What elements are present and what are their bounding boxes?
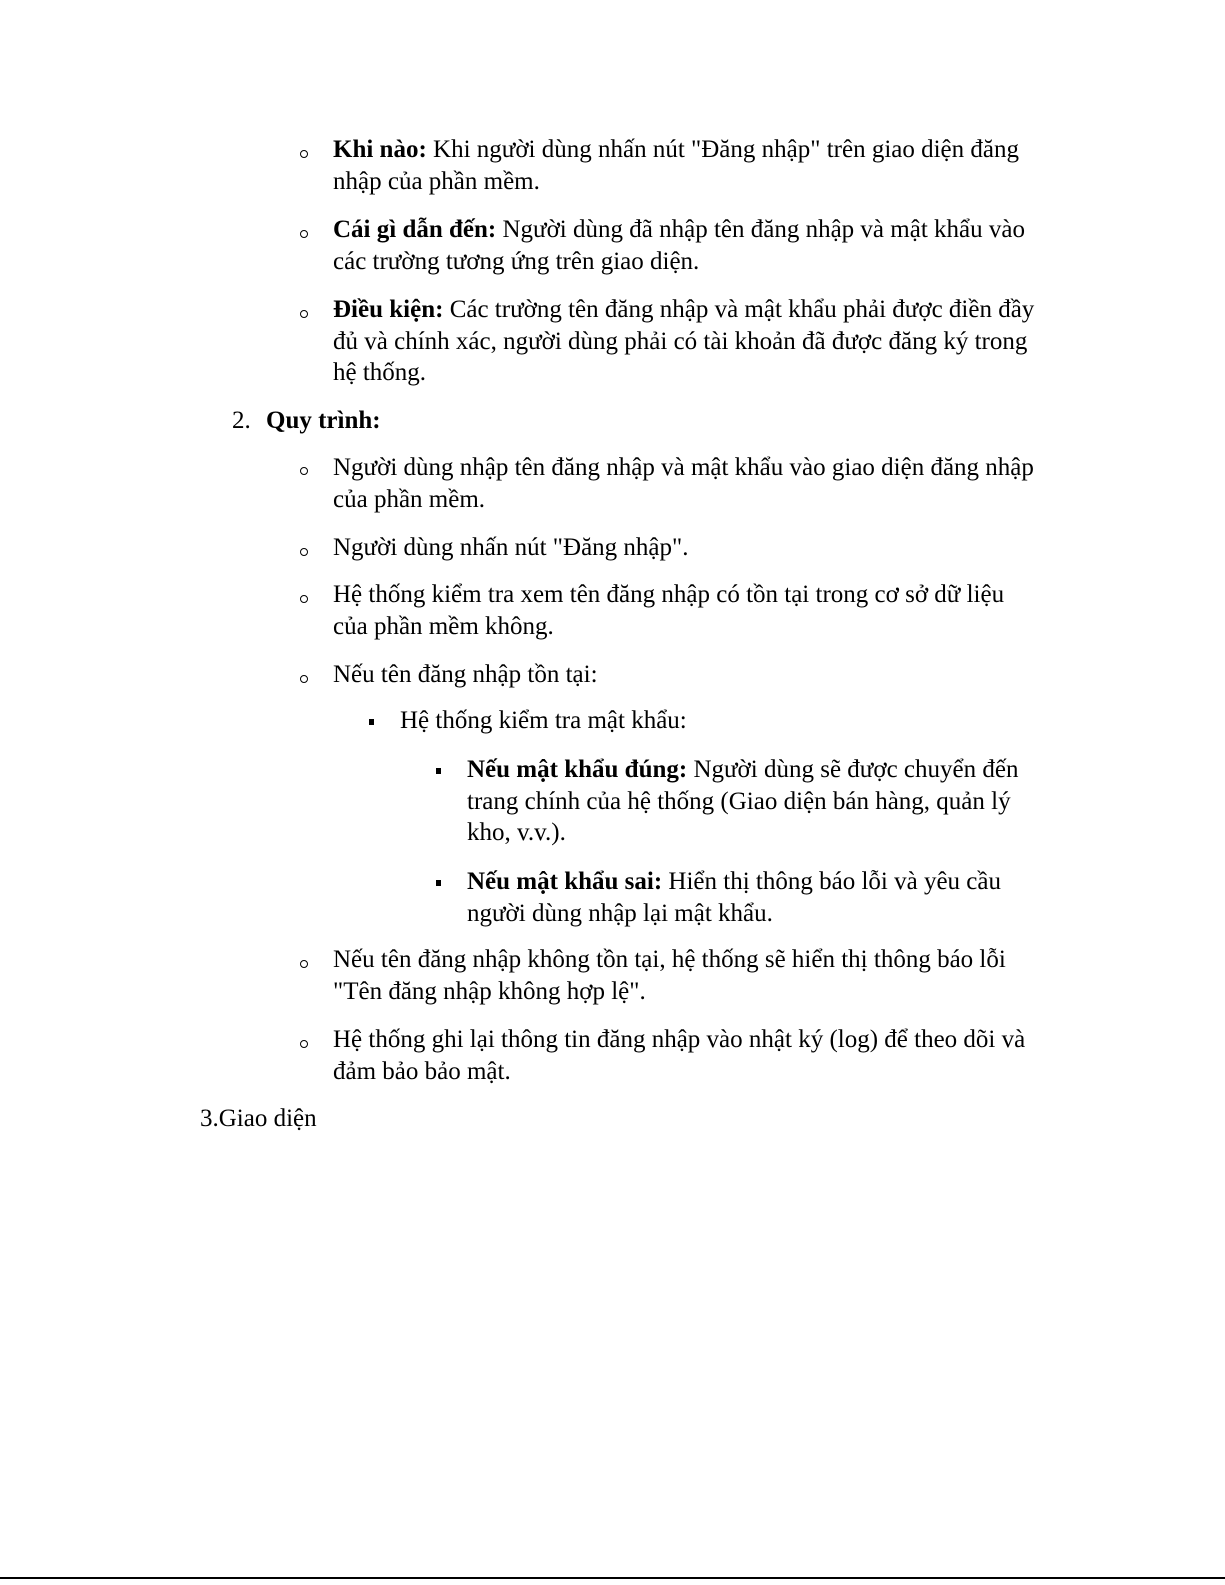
- bullet-square-icon: [436, 768, 441, 774]
- process-item: Hệ thống ghi lại thông tin đăng nhập vào nhật ký (log) để theo dõi và đảm bảo bảo mật.: [333, 1026, 1026, 1085]
- password-correct-item: Nếu mật khẩu đúng: Người dùng sẽ được chuyển đến trang chính của hệ thống (Giao diện bán hàng, quản lý kho, v.v.).: [467, 756, 1019, 846]
- process-item: Hệ thống kiểm tra xem tên đăng nhập có tồn tại trong cơ sở dữ liệu của phần mềm không.: [333, 581, 1005, 640]
- bullet-circle-icon: [300, 960, 308, 968]
- bullet-square-icon: [436, 880, 441, 886]
- process-item: Nếu tên đăng nhập không tồn tại, hệ thống sẽ hiển thị thông báo lỗi "Tên đăng nhập không hợp lệ".: [333, 946, 1006, 1005]
- bullet-circle-icon: [300, 310, 308, 318]
- section-2-heading: [232, 405, 381, 437]
- bullet-circle-icon: [300, 1040, 308, 1048]
- trigger-item-when: Khi nào: Khi người dùng nhấn nút "Đăng nhập" trên giao diện đăng nhập của phần mềm.: [333, 136, 1019, 195]
- trigger-item-condition: Điều kiện: Các trường tên đăng nhập và mật khẩu phải được điền đầy đủ và chính xác, người dùng phải có tài khoản đã được đăng ký trong hệ thống.: [333, 296, 1035, 386]
- trigger-item-cause: Cái gì dẫn đến: Người dùng đã nhập tên đăng nhập và mật khẩu vào các trường tương ứng trên giao diện.: [333, 216, 1025, 275]
- check-password-item: Hệ thống kiểm tra mật khẩu:: [400, 707, 687, 734]
- bullet-circle-icon: [300, 467, 308, 475]
- bullet-circle-icon: [300, 150, 308, 158]
- process-item: Người dùng nhấn nút "Đăng nhập".: [333, 534, 689, 561]
- section-3-heading: 3.Giao diện: [200, 1105, 317, 1132]
- bullet-circle-icon: [300, 548, 308, 556]
- process-item: Nếu tên đăng nhập tồn tại:: [333, 661, 598, 688]
- bullet-circle-icon: [300, 230, 308, 238]
- bullet-circle-icon: [300, 675, 308, 683]
- section-2-number: 2.: [232, 407, 251, 434]
- page-bottom-rule: [0, 1577, 1225, 1579]
- process-item: Người dùng nhập tên đăng nhập và mật khẩu vào giao diện đăng nhập của phần mềm.: [333, 454, 1034, 513]
- password-wrong-item: Nếu mật khẩu sai: Hiển thị thông báo lỗi và yêu cầu người dùng nhập lại mật khẩu.: [467, 868, 1001, 927]
- bullet-square-icon: [369, 719, 374, 725]
- bullet-circle-icon: [300, 595, 308, 603]
- section-2-title: Quy trình:: [266, 407, 381, 434]
